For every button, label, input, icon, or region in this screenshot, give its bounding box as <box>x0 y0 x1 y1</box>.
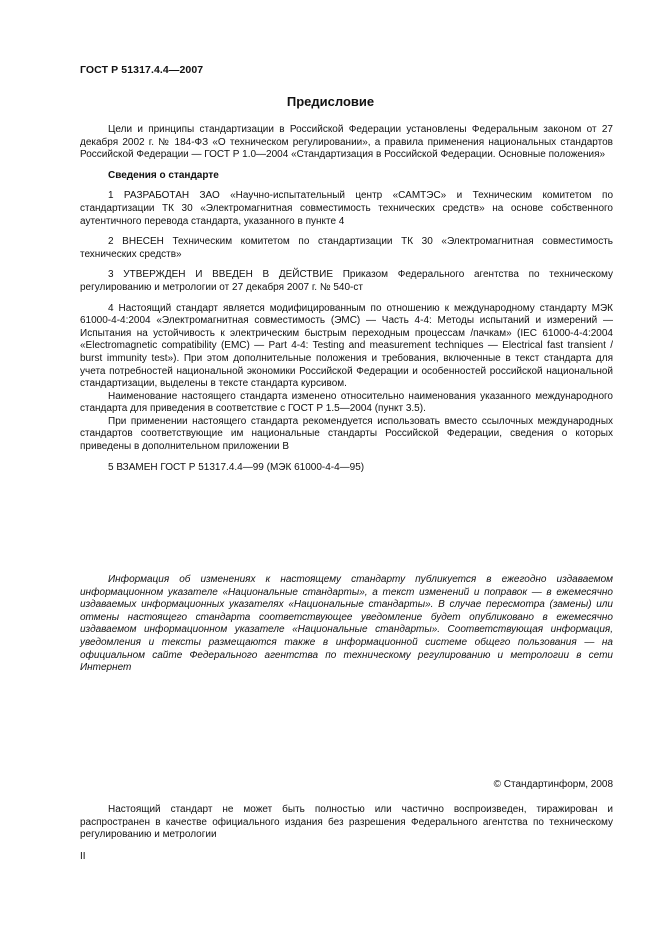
rights-paragraph: Настоящий стандарт не может быть полностью или частично воспроизведен, тиражирован и распространен в качестве официального издания без разрешения Федерального агентства по техническому регулированию и метрологии <box>80 804 613 841</box>
changes-info-notice <box>80 574 613 675</box>
item-5-paragraph: 5 ВЗАМЕН ГОСТ Р 51317.4.4—99 (МЭК 61000-4-4—95) <box>108 461 365 473</box>
item-4-paragraph: 4 Настоящий стандарт является модифицированным по отношению к международному стандарту МЭК 61000-4-4:2004 «Электромагнитная совместимость (ЭМС) — Часть 4-4: Методы испытаний и измерений — Испытания на устойчивость к электрическим быстрым переходным процессам /пачкам» (IEC 61000-4-4:2004 «Electromagnetic compatibility (EMC) — Part 4-4: Testing and measurement techniques — Electrical fast transient / burst immunity test»). При этом дополнительные положения и требования, включенные в текст стандарта для учета потребностей национальной экономики Российской Федерации и особенностей российской национальной стандартизации, выделены в тексте стандарта курсивом. <box>80 302 613 390</box>
copyright-line: © Стандартинформ, 2008 <box>493 779 613 790</box>
reproduction-rights-notice <box>80 804 613 842</box>
changes-info-paragraph: Информация об изменениях к настоящему стандарту публикуется в ежегодно издаваемом информационном указателе «Национальные стандарты», а текст изменений и поправок — в ежемесячно издаваемых информационных указателях «Национальные стандарты». В случае пересмотра (замены) или отмены настоящего стандарта соответствующее уведомление будет опубликовано в ежемесячно издаваемом информационном указателе «Национальные стандарты». Соответствующая информация, уведомления и тексты размещаются также в информационной системе общего пользования — на официальном сайте Федерального агентства по техническому регулированию и метрологии в сети Интернет <box>80 574 613 674</box>
item-4-references-paragraph: При применении настоящего стандарта рекомендуется использовать вместо ссылочных международных стандартов соответствующие им национальные стандарты Российской Федерации, сведения о которых приведены в дополнительном приложении В <box>80 415 613 453</box>
standard-info-subheading: Сведения о стандарте <box>108 169 219 181</box>
item-4-name-change-paragraph: Наименование настоящего стандарта изменено относительно наименования указанного международного стандарта для приведения в соответствие с ГОСТ Р 1.5—2004 (пункт 3.5). <box>80 390 613 415</box>
page-number: II <box>80 851 86 862</box>
item-1-paragraph: 1 РАЗРАБОТАН ЗАО «Научно-испытательный центр «САМТЭС» и Техническим комитетом по стандартизации ТК 30 «Электромагнитная совместимость технических средств» на основе собственного аутентичного перевода стандарта, указанного в пункте 4 <box>80 190 613 227</box>
item-3-paragraph: 3 УТВЕРЖДЕН И ВВЕДЕН В ДЕЙСТВИЕ Приказом Федерального агентства по техническому регулированию и метрологии от 27 декабря 2007 г. № 540-ст <box>80 269 613 293</box>
item-2-paragraph: 2 ВНЕСЕН Техническим комитетом по стандартизации ТК 30 «Электромагнитная совместимость технических средств» <box>80 236 613 260</box>
standard-code-header: ГОСТ Р 51317.4.4—2007 <box>80 64 204 76</box>
page-title: Предисловие <box>286 94 375 109</box>
foreword-body <box>80 124 613 474</box>
intro-paragraph: Цели и принципы стандартизации в Российской Федерации установлены Федеральным законом от 27 декабря 2002 г. № 184-ФЗ «О техническом регулировании», а правила применения национальных стандартов Российской Федерации — ГОСТ Р 1.0—2004 «Стандартизация в Российской Федерации. Основные положения» <box>80 124 613 161</box>
